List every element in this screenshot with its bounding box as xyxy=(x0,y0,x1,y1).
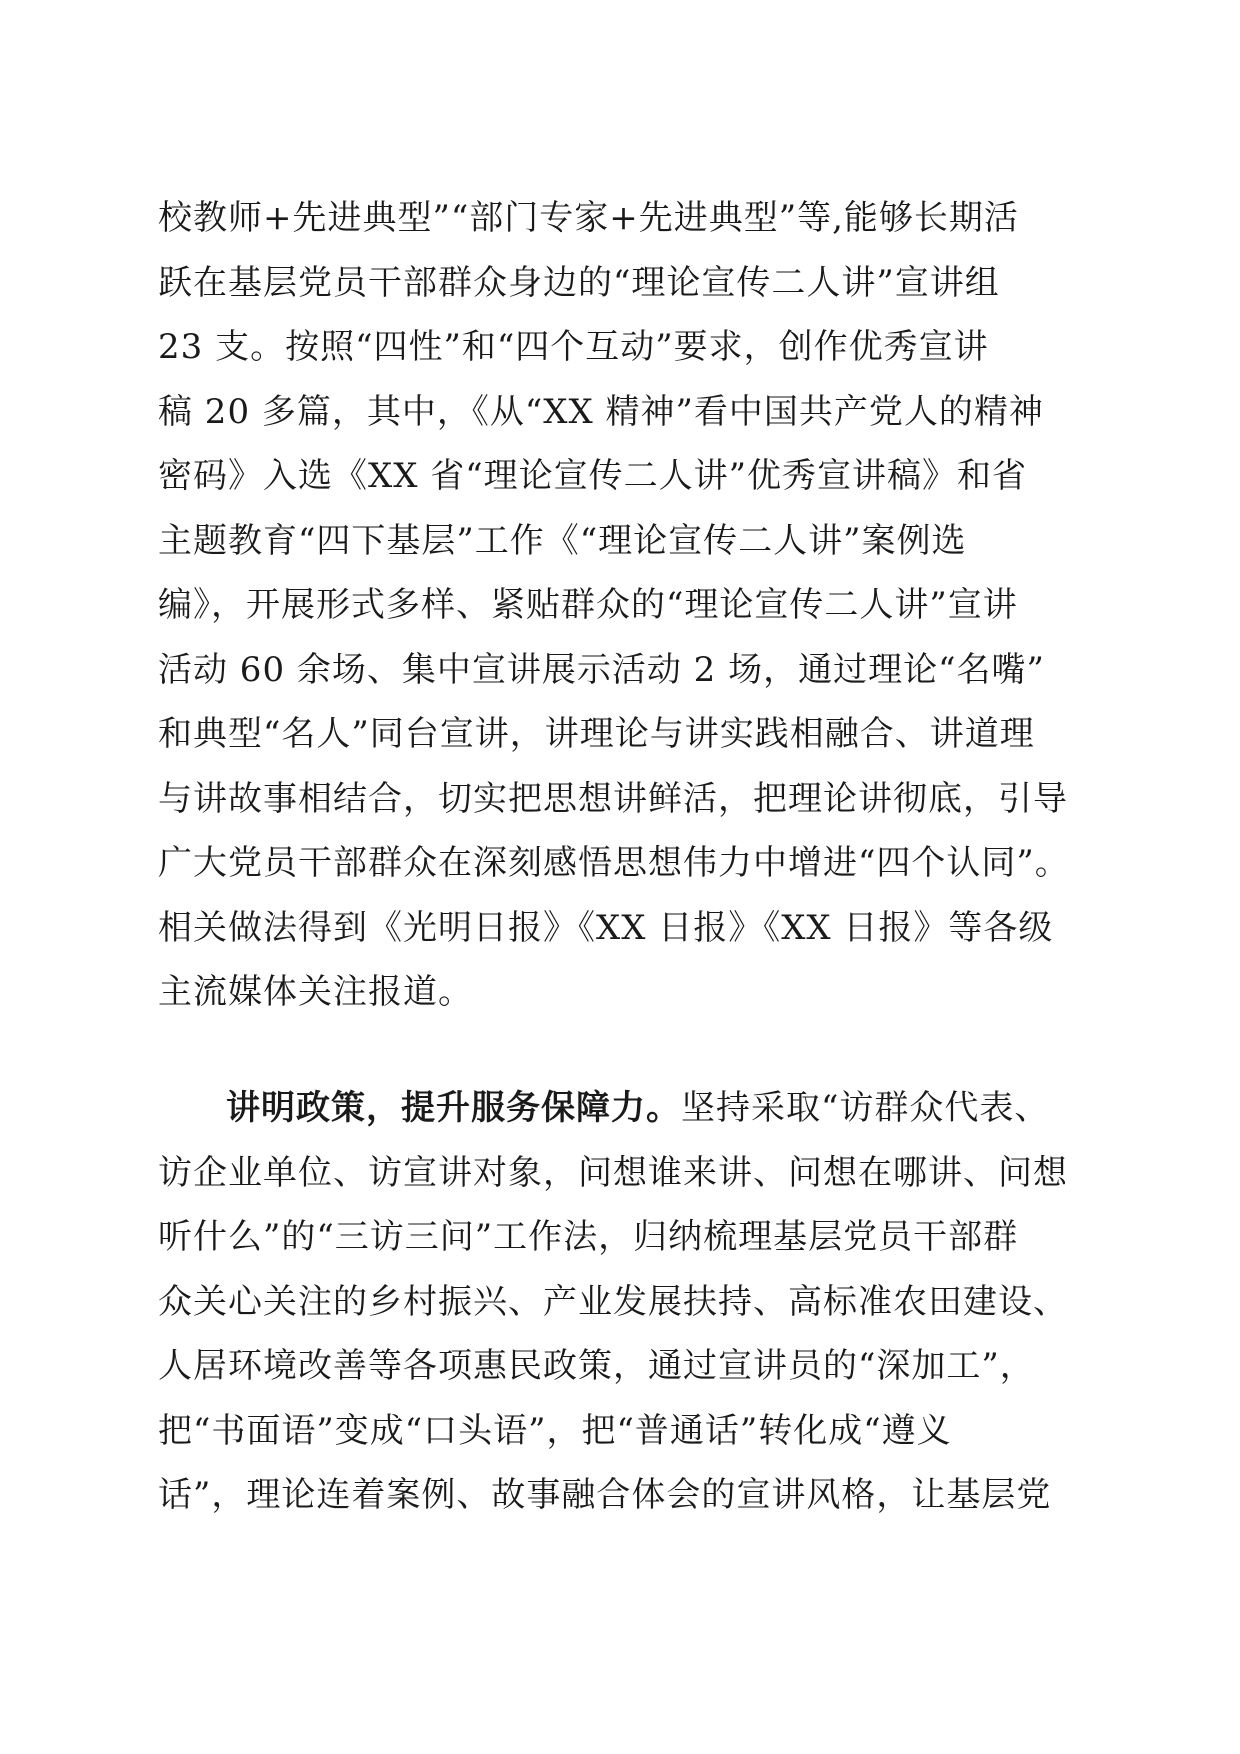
text-line: 主流媒体关注报道。 xyxy=(158,972,473,1012)
text-line: 密码》入选《XX 省“理论宣传二人讲”优秀宣讲稿》和省 xyxy=(158,456,1027,496)
text-line: 人居环境改善等各项惠民政策，通过宣讲员的“深加工”， xyxy=(158,1346,1035,1386)
section-lead-heading: 讲明政策，提升服务保障力。 xyxy=(226,1088,681,1128)
text-line: 23 支。按照“四性”和“四个互动”要求，创作优秀宣讲 xyxy=(158,327,989,367)
text-line: 活动 60 余场、集中宣讲展示活动 2 场，通过理论“名嘴” xyxy=(158,649,1045,690)
text-line: 广大党员干部群众在深刻感悟思想伟力中增进“四个认同”。 xyxy=(158,843,1070,883)
text-line: 和典型“名人”同台宣讲，讲理论与讲实践相融合、讲道理 xyxy=(158,714,1035,754)
text-line: 与讲故事相结合，切实把思想讲鲜活，把理论讲彻底，引导 xyxy=(158,778,1068,819)
body-paragraph-1 xyxy=(158,186,1098,1025)
text-line: 主题教育“四下基层”工作《“理论宣传二人讲”案例选 xyxy=(158,520,967,561)
text-line: 访企业单位、访宣讲对象，问想谁来讲、问想在哪讲、问想 xyxy=(158,1152,1068,1193)
text-line: 稿 20 多篇，其中，《从“XX 精神”看中国共产党人的精神 xyxy=(158,391,1044,432)
text-line: 相关做法得到《光明日报》《XX 日报》《XX 日报》等各级 xyxy=(158,907,1054,948)
text-line: 把“书面语”变成“口头语”，把“普通话”转化成“遵义 xyxy=(158,1410,952,1451)
text-segment: 坚持采取“访群众代表、 xyxy=(681,1088,1050,1128)
text-line: 跃在基层党员干部群众身边的“理论宣传二人讲”宣讲组 xyxy=(158,262,1000,303)
paragraph-first-line xyxy=(158,1076,1098,1141)
text-line: 校教师+先进典型”“部门专家+先进典型”等,能够长期活 xyxy=(158,198,1019,238)
text-line: 听什么”的“三访三问”工作法，归纳梳理基层党员干部群 xyxy=(158,1217,1019,1257)
text-line: 编》，开展形式多样、紧贴群众的“理论宣传二人讲”宣讲 xyxy=(158,585,1018,625)
text-line: 话”，理论连着案例、故事融合体会的宣讲风格，让基层党 xyxy=(158,1475,1052,1515)
body-paragraph-2 xyxy=(158,1076,1098,1528)
text-line: 众关心关注的乡村振兴、产业发展扶持、高标准农田建设、 xyxy=(158,1281,1068,1322)
